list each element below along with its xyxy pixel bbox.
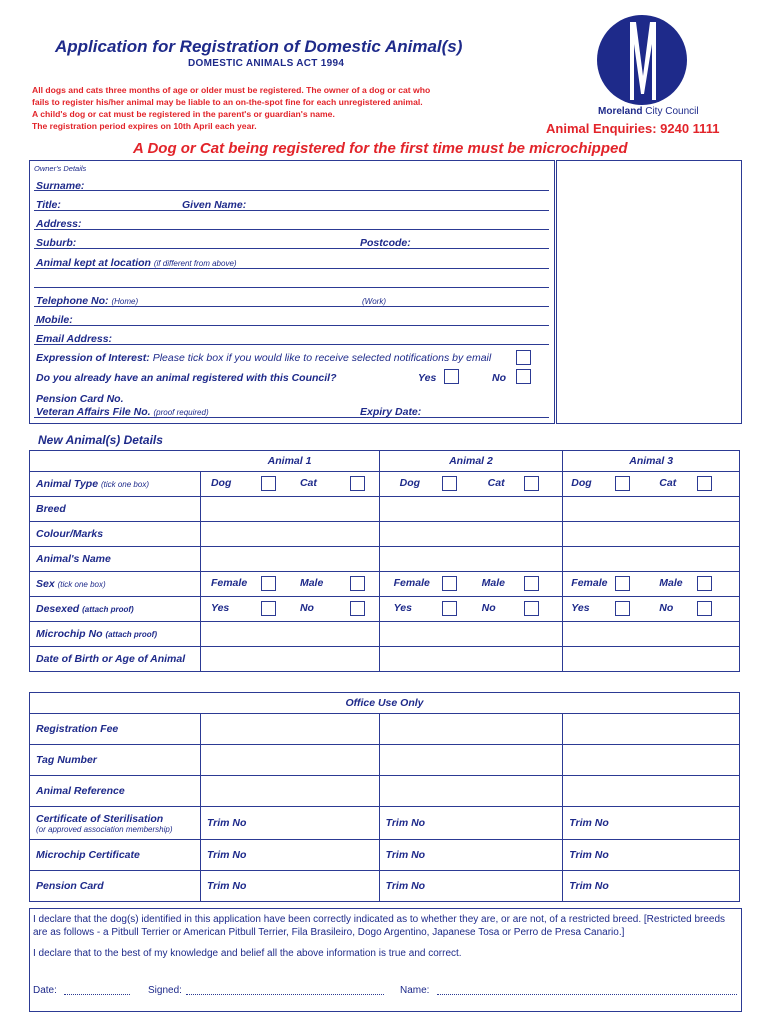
dog-label: Dog	[210, 477, 232, 489]
trim-no: Trim No	[200, 871, 379, 902]
animal-type-note: (tick one box)	[100, 480, 149, 489]
animal-1-name[interactable]	[200, 547, 379, 572]
desexed-no-checkbox[interactable]	[524, 601, 539, 616]
desexed-no-checkbox[interactable]	[697, 601, 712, 616]
name-field[interactable]	[437, 994, 737, 995]
truth-declaration: I declare that to the best of my knowledge and belief all the above information is true and correct.	[33, 948, 462, 959]
trim-no: Trim No	[379, 871, 563, 902]
row-breed: Breed	[30, 497, 201, 522]
trim-no: Trim No	[379, 807, 563, 840]
sex-label: Sex	[36, 578, 55, 590]
animal-3-dob[interactable]	[563, 647, 740, 672]
desexed-yes-checkbox[interactable]	[261, 601, 276, 616]
female-checkbox[interactable]	[615, 576, 630, 591]
mobile-line[interactable]	[34, 325, 549, 326]
sterilisation-label: Certificate of Sterilisation	[36, 812, 164, 825]
veteran-text: Veteran Affairs File No.	[36, 406, 151, 418]
trim-no: Trim No	[379, 840, 563, 871]
male-label: Male	[659, 577, 683, 589]
suburb-line[interactable]	[34, 248, 549, 249]
already-registered-label: Do you already have an animal registered with this Council?	[36, 372, 337, 384]
veteran-label	[36, 406, 209, 418]
warning-line: fails to register his/her animal may be liable to an on-the-spot fine for each unregistered animal.	[32, 97, 423, 107]
no-label: No	[299, 602, 314, 614]
surname-label: Surname:	[36, 180, 85, 192]
address-label: Address:	[36, 218, 82, 230]
animal-3-name[interactable]	[563, 547, 740, 572]
office-use-table	[29, 692, 740, 902]
already-yes-checkbox[interactable]	[444, 369, 459, 384]
no-label: No	[481, 602, 496, 614]
already-no-label: No	[492, 372, 506, 384]
column-animal-1: Animal 1	[200, 451, 379, 472]
animal-2-sex	[379, 572, 563, 597]
female-checkbox[interactable]	[261, 576, 276, 591]
expression-of-interest	[36, 352, 491, 364]
dog-label: Dog	[399, 477, 421, 489]
yes-label: Yes	[571, 602, 590, 614]
email-notification-checkbox[interactable]	[516, 350, 531, 365]
act-name: DOMESTIC ANIMALS ACT 1994	[188, 58, 345, 69]
yes-label: Yes	[210, 602, 230, 614]
trim-no: Trim No	[563, 807, 740, 840]
owner-details-box	[29, 160, 555, 424]
animal-3-colour[interactable]	[563, 522, 740, 547]
sterilisation-note: (or approved association membership)	[36, 824, 173, 834]
animal-3-type	[563, 472, 740, 497]
female-label: Female	[210, 577, 248, 589]
suburb-label: Suburb:	[36, 237, 77, 249]
council-name	[598, 106, 699, 117]
desexed-no-checkbox[interactable]	[350, 601, 365, 616]
desexed-yes-checkbox[interactable]	[615, 601, 630, 616]
yes-label: Yes	[393, 602, 412, 614]
warning-line: All dogs and cats three months of age or older must be registered. The owner of a dog or cat who	[32, 85, 431, 95]
title-label: Title:	[36, 199, 61, 211]
council-name-rest: City Council	[645, 106, 699, 117]
trim-no: Trim No	[563, 840, 740, 871]
animal-2-dob[interactable]	[379, 647, 563, 672]
animal-1-dob[interactable]	[200, 647, 379, 672]
given-name-label: Given Name:	[182, 199, 247, 211]
microchip-label: Microchip No	[36, 628, 103, 640]
dog-checkbox[interactable]	[442, 476, 457, 491]
dog-checkbox[interactable]	[261, 476, 276, 491]
animal-2-name[interactable]	[379, 547, 563, 572]
home-note: (Home)	[111, 297, 139, 306]
animal-2-breed[interactable]	[379, 497, 563, 522]
office-cell	[200, 745, 379, 776]
office-cell	[200, 776, 379, 807]
office-cell	[200, 714, 379, 745]
row-colour: Colour/Marks	[30, 522, 201, 547]
row-dob: Date of Birth or Age of Animal	[30, 647, 201, 672]
council-name-bold: Moreland	[598, 106, 643, 117]
no-label: No	[659, 602, 674, 614]
veteran-note: (proof required)	[153, 408, 209, 417]
microchip-notice: A Dog or Cat being registered for the first time must be microchipped	[133, 140, 628, 157]
male-label: Male	[481, 577, 505, 589]
row-desexed	[30, 597, 201, 622]
animals-corner	[30, 451, 201, 472]
office-use-heading: Office Use Only	[30, 693, 740, 714]
already-no-checkbox[interactable]	[516, 369, 531, 384]
animal-1-breed[interactable]	[200, 497, 379, 522]
animal-3-desexed	[563, 597, 740, 622]
row-microchip	[30, 622, 201, 647]
animal-1-colour[interactable]	[200, 522, 379, 547]
new-animals-heading: New Animal(s) Details	[38, 433, 163, 447]
sex-note: (tick one box)	[57, 580, 106, 589]
cat-label: Cat	[487, 477, 505, 489]
animal-location-line-2[interactable]	[34, 287, 549, 288]
owner-section-label: Owner's Details	[34, 164, 87, 173]
form-title: Application for Registration of Domestic Animal(s)	[55, 37, 463, 56]
cat-label: Cat	[299, 477, 317, 489]
expiry-label: Expiry Date:	[360, 406, 422, 418]
warning-line: A child's dog or cat must be registered in the parent's or guardian's name.	[32, 109, 335, 119]
animal-1-desexed	[200, 597, 379, 622]
moreland-logo-icon	[596, 14, 688, 106]
office-cell	[563, 776, 740, 807]
microchip-note: (attach proof)	[105, 630, 157, 639]
office-cell	[379, 776, 563, 807]
date-field[interactable]	[64, 994, 130, 995]
animal-location-note: (if different from above)	[153, 259, 237, 268]
trim-no: Trim No	[200, 840, 379, 871]
postcode-label: Postcode:	[360, 237, 411, 249]
row-pension-card: Pension Card	[30, 871, 201, 902]
mobile-label: Mobile:	[36, 314, 73, 326]
animal-1-sex	[200, 572, 379, 597]
row-animal-name: Animal's Name	[30, 547, 201, 572]
desexed-label: Desexed	[36, 603, 80, 615]
expression-bold: Expression of Interest:	[36, 352, 150, 364]
office-cell	[379, 745, 563, 776]
expression-text: Please tick box if you would like to receive selected notifications by email	[152, 352, 492, 364]
row-certificate-sterilisation	[30, 807, 201, 840]
address-line[interactable]	[34, 229, 549, 230]
telephone-label	[36, 295, 138, 307]
already-yes-label: Yes	[418, 372, 437, 384]
cat-label: Cat	[659, 477, 677, 489]
name-label: Name:	[400, 985, 430, 996]
column-animal-3: Animal 3	[563, 451, 740, 472]
animal-2-type	[379, 472, 563, 497]
trim-no: Trim No	[200, 807, 379, 840]
male-label: Male	[299, 577, 324, 589]
telephone-text: Telephone No:	[36, 295, 109, 307]
cat-checkbox[interactable]	[524, 476, 539, 491]
animal-enquiries: Animal Enquiries: 9240 1111	[546, 121, 720, 136]
female-label: Female	[393, 577, 430, 589]
animal-2-microchip[interactable]	[379, 622, 563, 647]
restricted-breed-declaration: I declare that the dog(s) identified in this application have been correctly indicated as to whether they are, or are not, of a restricted breed. [Restricted breeds are as follows - a Pitbull Terrier or American Pitbull Terrier, Fila Brasileiro, Dogo Argentino, Japanese Tosa or Perro de Presa Canario.]	[33, 914, 726, 938]
cat-checkbox[interactable]	[350, 476, 365, 491]
row-tag-number: Tag Number	[30, 745, 201, 776]
row-animal-reference: Animal Reference	[30, 776, 201, 807]
female-label: Female	[571, 577, 608, 589]
surname-line[interactable]	[34, 190, 549, 191]
animal-type-label: Animal Type	[36, 478, 99, 490]
row-microchip-certificate: Microchip Certificate	[30, 840, 201, 871]
animal-3-sex	[563, 572, 740, 597]
animal-2-colour[interactable]	[379, 522, 563, 547]
office-side-box	[556, 160, 742, 424]
title-line[interactable]	[34, 210, 549, 211]
office-cell	[563, 745, 740, 776]
row-sex	[30, 572, 201, 597]
email-label: Email Address:	[36, 333, 113, 345]
animal-1-type	[200, 472, 379, 497]
signed-label: Signed:	[148, 985, 182, 996]
pension-label: Pension Card No.	[36, 393, 124, 405]
animal-location-label	[36, 257, 237, 269]
signature-field[interactable]	[186, 994, 384, 995]
animal-location-text: Animal kept at location	[36, 257, 151, 269]
row-registration-fee: Registration Fee	[30, 714, 201, 745]
male-checkbox[interactable]	[350, 576, 365, 591]
animal-3-microchip[interactable]	[563, 622, 740, 647]
animal-2-desexed	[379, 597, 563, 622]
male-checkbox[interactable]	[697, 576, 712, 591]
trim-no: Trim No	[563, 871, 740, 902]
desexed-note: (attach proof)	[82, 605, 134, 614]
animals-table	[29, 450, 740, 672]
warning-line: The registration period expires on 10th April each year.	[32, 121, 257, 131]
row-animal-type	[30, 472, 201, 497]
cat-checkbox[interactable]	[697, 476, 712, 491]
desexed-yes-checkbox[interactable]	[442, 601, 457, 616]
work-note: (Work)	[362, 297, 386, 306]
female-checkbox[interactable]	[442, 576, 457, 591]
dog-label: Dog	[571, 477, 592, 489]
animal-3-breed[interactable]	[563, 497, 740, 522]
animal-1-microchip[interactable]	[200, 622, 379, 647]
column-animal-2: Animal 2	[379, 451, 563, 472]
office-cell	[563, 714, 740, 745]
dog-checkbox[interactable]	[615, 476, 630, 491]
office-cell	[379, 714, 563, 745]
date-label: Date:	[33, 985, 57, 996]
registration-warnings	[32, 84, 430, 132]
male-checkbox[interactable]	[524, 576, 539, 591]
